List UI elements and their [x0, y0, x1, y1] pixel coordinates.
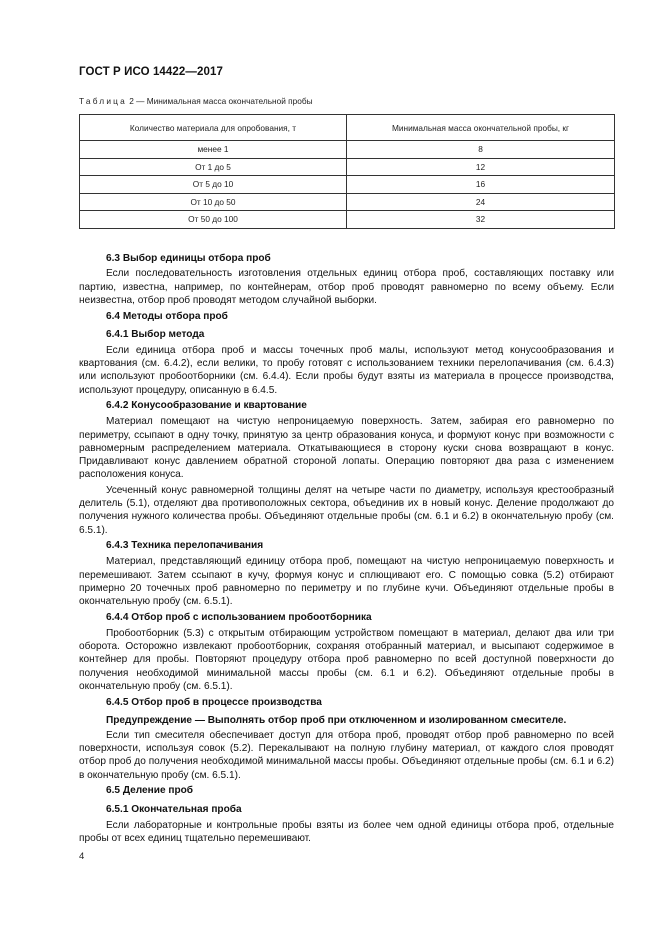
table-cell-mass: 8 — [347, 141, 615, 159]
section-heading-6-4-1: 6.4.1 Выбор метода — [106, 328, 205, 340]
table-row — [80, 211, 615, 229]
section-heading-6-4-4: 6.4.4 Отбор проб с использованием пробоотборника — [106, 611, 372, 623]
table-row — [80, 193, 615, 211]
table-cell-quantity: От 10 до 50 — [80, 193, 347, 211]
table-caption-text: 2 — Минимальная масса окончательной пробы — [126, 96, 313, 106]
warning-paragraph: Предупреждение — Выполнять отбор проб при отключенном и изолированном смесителе. — [106, 714, 567, 726]
table-cell-quantity: От 5 до 10 — [80, 176, 347, 194]
paragraph: Если единица отбора проб и массы точечных проб малы, используют метод конусообразования и квартования (см. 6.4.2), если велики, то пробу готовят с использованием техники перелопачивания (см. 6.4.3) или используют пробоотборники (см. 6.4.4). Если пробы будут взяты из материала в процессе производства, используют процедуру, описанную в 6.4.5. — [79, 344, 614, 396]
section-heading-6-4-3: 6.4.3 Техника перелопачивания — [106, 540, 264, 552]
column-header-min-mass: Минимальная масса окончательной пробы, кг — [347, 115, 615, 141]
paragraph: Пробоотборник (5.3) с открытым отбирающим устройством помещают в материал, делают два или три оборота. Осторожно извлекают пробоотборник, сохраняя отобранный материал, и высыпают содержимое в контейнер для пробы. Повторяют процедуру отбора проб равномерно по всей доступной поверхности до получения необходимой минимальной массы пробы (см. 6.1 и 6.2). Объединяют отдельные пробы в окончательную пробу (см. 6.5.1). — [79, 627, 614, 692]
min-mass-table — [79, 114, 615, 229]
table-cell-quantity: менее 1 — [80, 141, 347, 159]
section-heading-6-5-1: 6.5.1 Окончательная проба — [106, 803, 242, 815]
table-cell-quantity: От 1 до 5 — [80, 158, 347, 176]
paragraph: Материал помещают на чистую непроницаемую поверхность. Затем, забирая его равномерно по периметру, ссыпают в одну точку, принятую за центр образования конуса, и формуют конус при возможности с равномерным распределением материала. Откатывающиеся в сторону куски снова возвращают в конус. Придавливают конус давлением обратной стороной лопаты. Операцию повторяют два раза с изменением расположения конуса. — [79, 416, 614, 481]
table-cell-mass: 24 — [347, 193, 615, 211]
table-caption-word: Таблица — [79, 96, 127, 106]
table-cell-quantity: От 50 до 100 — [80, 211, 347, 229]
paragraph: Если последовательность изготовления отдельных единиц отбора проб, составляющих поставку или партию, известна, например, по контейнерам, отбор проб проводят равномерно по всему объему. Если неизвестна, отбор проб проводят методом случайной выборки. — [79, 268, 614, 306]
table-caption — [79, 96, 313, 106]
page-number: 4 — [79, 851, 85, 862]
section-heading-6-4: 6.4 Методы отбора проб — [106, 310, 228, 322]
table-cell-mass: 16 — [347, 176, 615, 194]
paragraph: Материал, представляющий единицу отбора проб, помещают на чистую непроницаемую поверхность и перемешивают. Затем ссыпают в кучу, формуя конус и сплющивают его. С помощью совка (5.2) отбирают примерно 20 точечных проб равномерно по периметру и по глубине кучи. Объединяют отдельные пробы в окончательную пробу (см. 6.5.1). — [79, 556, 614, 608]
paragraph: Если тип смесителя обеспечивает доступ для отбора проб, проводят отбор проб равномерно по всей поверхности, используя совок (5.2). Перекалывают на полную глубину материал, от каждого слоя проводят отбор проб до получения необходимой минимальной массы пробы. Объединяют отдельные пробы (см. 6.1 и 6.2) в окончательную пробу (см. 6.5.1). — [79, 729, 614, 781]
table-cell-mass: 12 — [347, 158, 615, 176]
section-heading-6-4-5: 6.4.5 Отбор проб в процессе производства — [106, 696, 322, 708]
table-header-row — [80, 115, 615, 141]
section-heading-6-4-2: 6.4.2 Конусообразование и квартование — [106, 400, 307, 412]
table-row — [80, 176, 615, 194]
paragraph: Усеченный конус равномерной толщины делят на четыре части по диаметру, используя крестообразный делитель (5.1), отделяют два противоположных сектора, объединив их в новый конус. Деление продолжают до получения нужного количества пробы. Объединяют отдельные пробы (см. 6.1 и 6.2) в окончательную пробу (см. 6.5.1). — [79, 484, 614, 536]
document-header: ГОСТ Р ИСО 14422—2017 — [79, 66, 224, 78]
section-heading-6-5: 6.5 Деление проб — [106, 785, 194, 797]
table-cell-mass: 32 — [347, 211, 615, 229]
section-heading-6-3: 6.3 Выбор единицы отбора проб — [106, 252, 271, 264]
document-body — [79, 249, 614, 845]
column-header-quantity: Количество материала для опробования, т — [80, 115, 347, 141]
paragraph: Если лабораторные и контрольные пробы взяты из более чем одной единицы отбора проб, отдельные пробы от всех единиц тщательно перемешивают. — [79, 819, 614, 844]
table-row — [80, 158, 615, 176]
table-row — [80, 141, 615, 159]
